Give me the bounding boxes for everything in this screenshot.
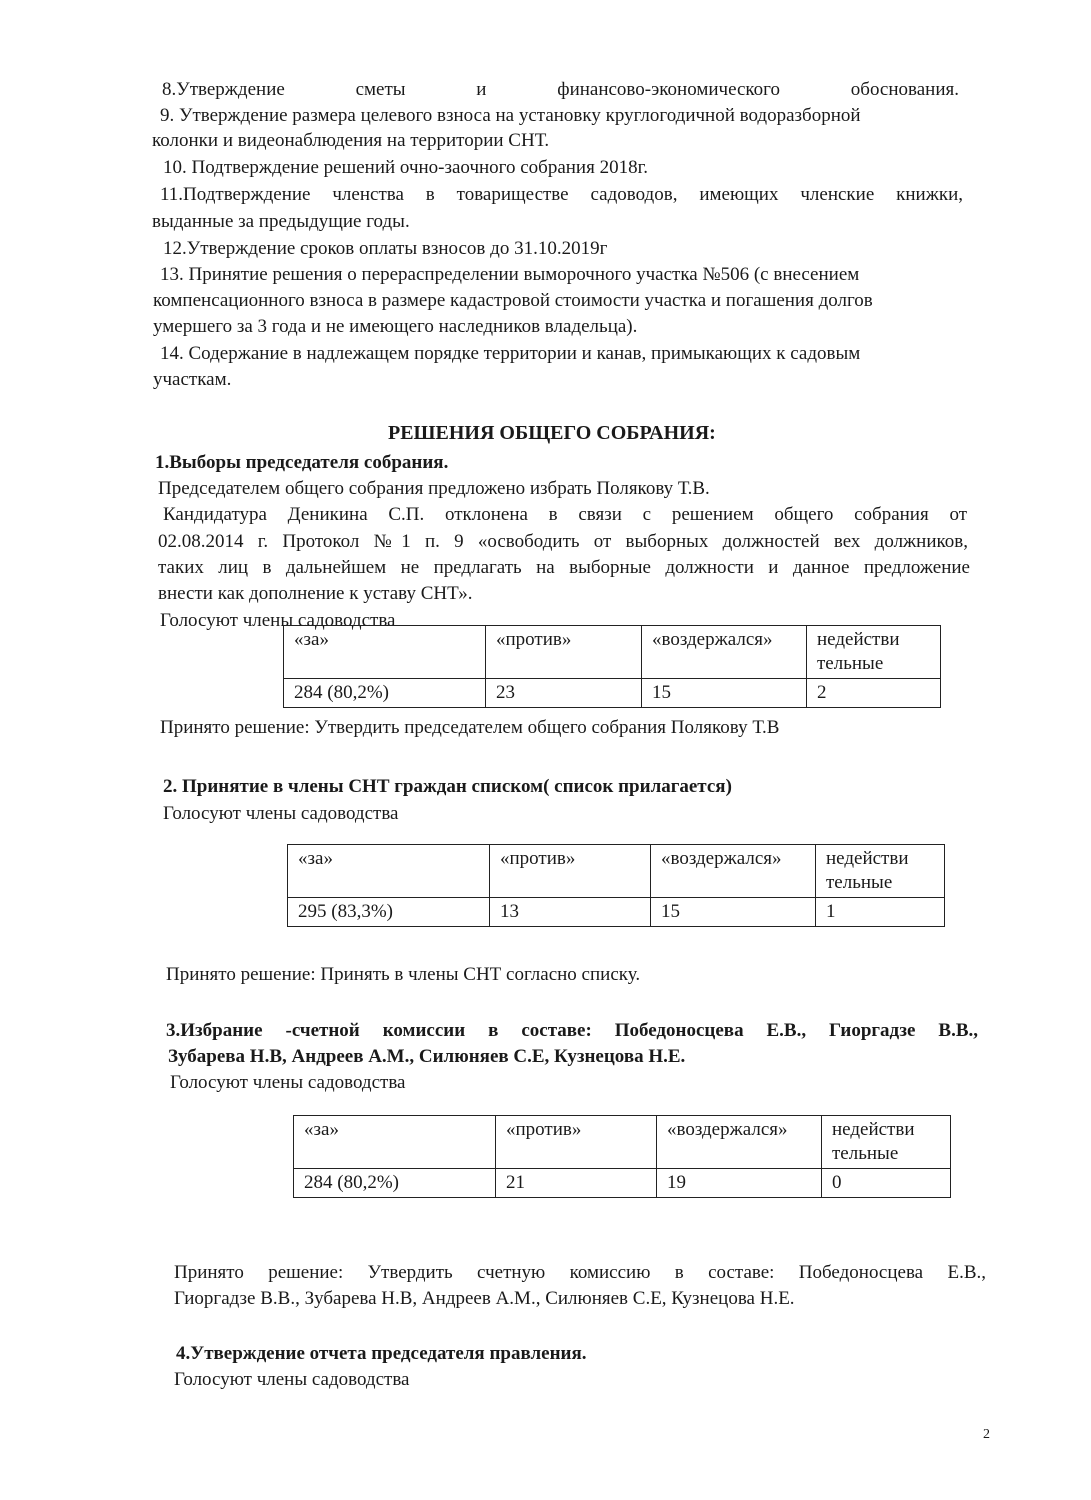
votes-for: 284 (80,2%): [294, 1169, 496, 1198]
header-invalid-line2: тельные: [817, 653, 884, 674]
section-3-result-line1: Принято решение: Утвердить счетную комиссию в составе: Победоносцева Е.В.,: [174, 1262, 986, 1283]
header-invalid-line1: недействи: [832, 1119, 915, 1140]
header-invalid-line1: недействи: [817, 629, 900, 650]
agenda-item-13-line2: компенсационного взноса в размере кадастровой стоимости участка и погашения долгов: [153, 290, 873, 311]
agenda-item-13-line1: 13. Принятие решения о перераспределении выморочного участка №506 (с внесением: [160, 264, 860, 285]
section-1-text-line4: внести как дополнение к уставу СНТ».: [158, 583, 473, 604]
table-row: [294, 1116, 951, 1169]
votes-abstain: 15: [651, 898, 816, 927]
decisions-title: РЕШЕНИЯ ОБЩЕГО СОБРАНИЯ:: [388, 422, 716, 444]
agenda-item-12: 12.Утверждение сроков оплаты взносов до 31.10.2019г: [163, 238, 608, 259]
header-invalid-line2: тельные: [826, 872, 893, 893]
section-1-proposal: Председателем общего собрания предложено избрать Полякову Т.В.: [158, 478, 710, 499]
header-abstain: «воздержался»: [642, 626, 807, 679]
section-4-voters: Голосуют члены садоводства: [174, 1369, 410, 1390]
agenda-item-11-line1: 11.Подтверждение членства в товариществе садоводов, имеющих членские книжки,: [160, 184, 963, 205]
header-abstain: «воздержался»: [651, 845, 816, 898]
header-invalid-line1: недействи: [826, 848, 909, 869]
section-3-heading-line2: Зубарева Н.В, Андреев А.М., Силюняев С.Е, Кузнецова Н.Е.: [168, 1046, 686, 1067]
section-1-heading: 1.Выборы председателя собрания.: [155, 452, 449, 473]
header-invalid: [807, 626, 941, 679]
table-row: [284, 679, 941, 708]
section-2-result: Принято решение: Принять в члены СНТ согласно списку.: [166, 964, 641, 985]
header-for: «за»: [284, 626, 486, 679]
section-3-heading-line1: 3.Избрание -счетной комиссии в составе: Победоносцева Е.В., Гиоргадзе В.В.,: [166, 1020, 978, 1041]
page-number: 2: [983, 1427, 990, 1442]
table-row: [288, 845, 945, 898]
header-for: «за»: [294, 1116, 496, 1169]
section-2-votes-table: [287, 844, 945, 927]
header-invalid: [816, 845, 945, 898]
agenda-item-11-line2: выданные за предыдущие годы.: [152, 211, 410, 232]
section-1-text-line1: Кандидатура Деникина С.П. отклонена в связи с решением общего собрания от: [163, 504, 967, 525]
agenda-item-14-line2: участкам.: [153, 369, 232, 390]
header-abstain: «воздержался»: [657, 1116, 822, 1169]
votes-abstain: 15: [642, 679, 807, 708]
table-row: [294, 1169, 951, 1198]
header-against: «против»: [496, 1116, 657, 1169]
section-1-text-line3: таких лиц в дальнейшем не предлагать на выборные должности и данное предложение: [158, 557, 970, 578]
header-against: «против»: [486, 626, 642, 679]
section-2-voters: Голосуют члены садоводства: [163, 803, 399, 824]
agenda-item-10: 10. Подтверждение решений очно-заочного собрания 2018г.: [163, 157, 648, 178]
agenda-item-9-line1: 9. Утверждение размера целевого взноса на установку круглогодичной водоразборной: [160, 105, 861, 126]
section-1-votes-table: [283, 625, 941, 708]
section-4-heading: 4.Утверждение отчета председателя правления.: [176, 1343, 587, 1364]
votes-against: 23: [486, 679, 642, 708]
agenda-item-14-line1: 14. Содержание в надлежащем порядке территории и канав, примыкающих к садовым: [160, 343, 861, 364]
votes-against: 21: [496, 1169, 657, 1198]
table-row: [288, 898, 945, 927]
section-1-result: Принято решение: Утвердить председателем общего собрания Полякову Т.В: [160, 717, 780, 738]
votes-abstain: 19: [657, 1169, 822, 1198]
section-3-voters: Голосуют члены садоводства: [170, 1072, 406, 1093]
votes-for: 284 (80,2%): [284, 679, 486, 708]
section-3-result-line2: Гиоргадзе В.В., Зубарева Н.В, Андреев А.М., Силюняев С.Е, Кузнецова Н.Е.: [174, 1288, 795, 1309]
section-1-voters: Голосуют члены садоводства: [160, 610, 396, 631]
section-1-text-line2: 02.08.2014 г. Протокол №1 п. 9 «освободить от выборных должностей вех должников,: [158, 531, 968, 552]
table-row: [284, 626, 941, 679]
votes-invalid: 1: [816, 898, 945, 927]
agenda-item-9-line2: колонки и видеонаблюдения на территории СНТ.: [152, 130, 550, 151]
section-3-votes-table: [293, 1115, 951, 1198]
votes-for: 295 (83,3%): [288, 898, 490, 927]
header-for: «за»: [288, 845, 490, 898]
header-invalid: [822, 1116, 951, 1169]
section-2-heading: 2. Принятие в члены СНТ граждан списком( список прилагается): [163, 776, 732, 797]
votes-invalid: 2: [807, 679, 941, 708]
header-invalid-line2: тельные: [832, 1143, 899, 1164]
agenda-item-8: 8.Утверждение сметы и финансово-экономического обоснования.: [162, 79, 959, 100]
votes-invalid: 0: [822, 1169, 951, 1198]
agenda-item-13-line3: умершего за 3 года и не имеющего наследников владельца).: [153, 316, 638, 337]
header-against: «против»: [490, 845, 651, 898]
votes-against: 13: [490, 898, 651, 927]
